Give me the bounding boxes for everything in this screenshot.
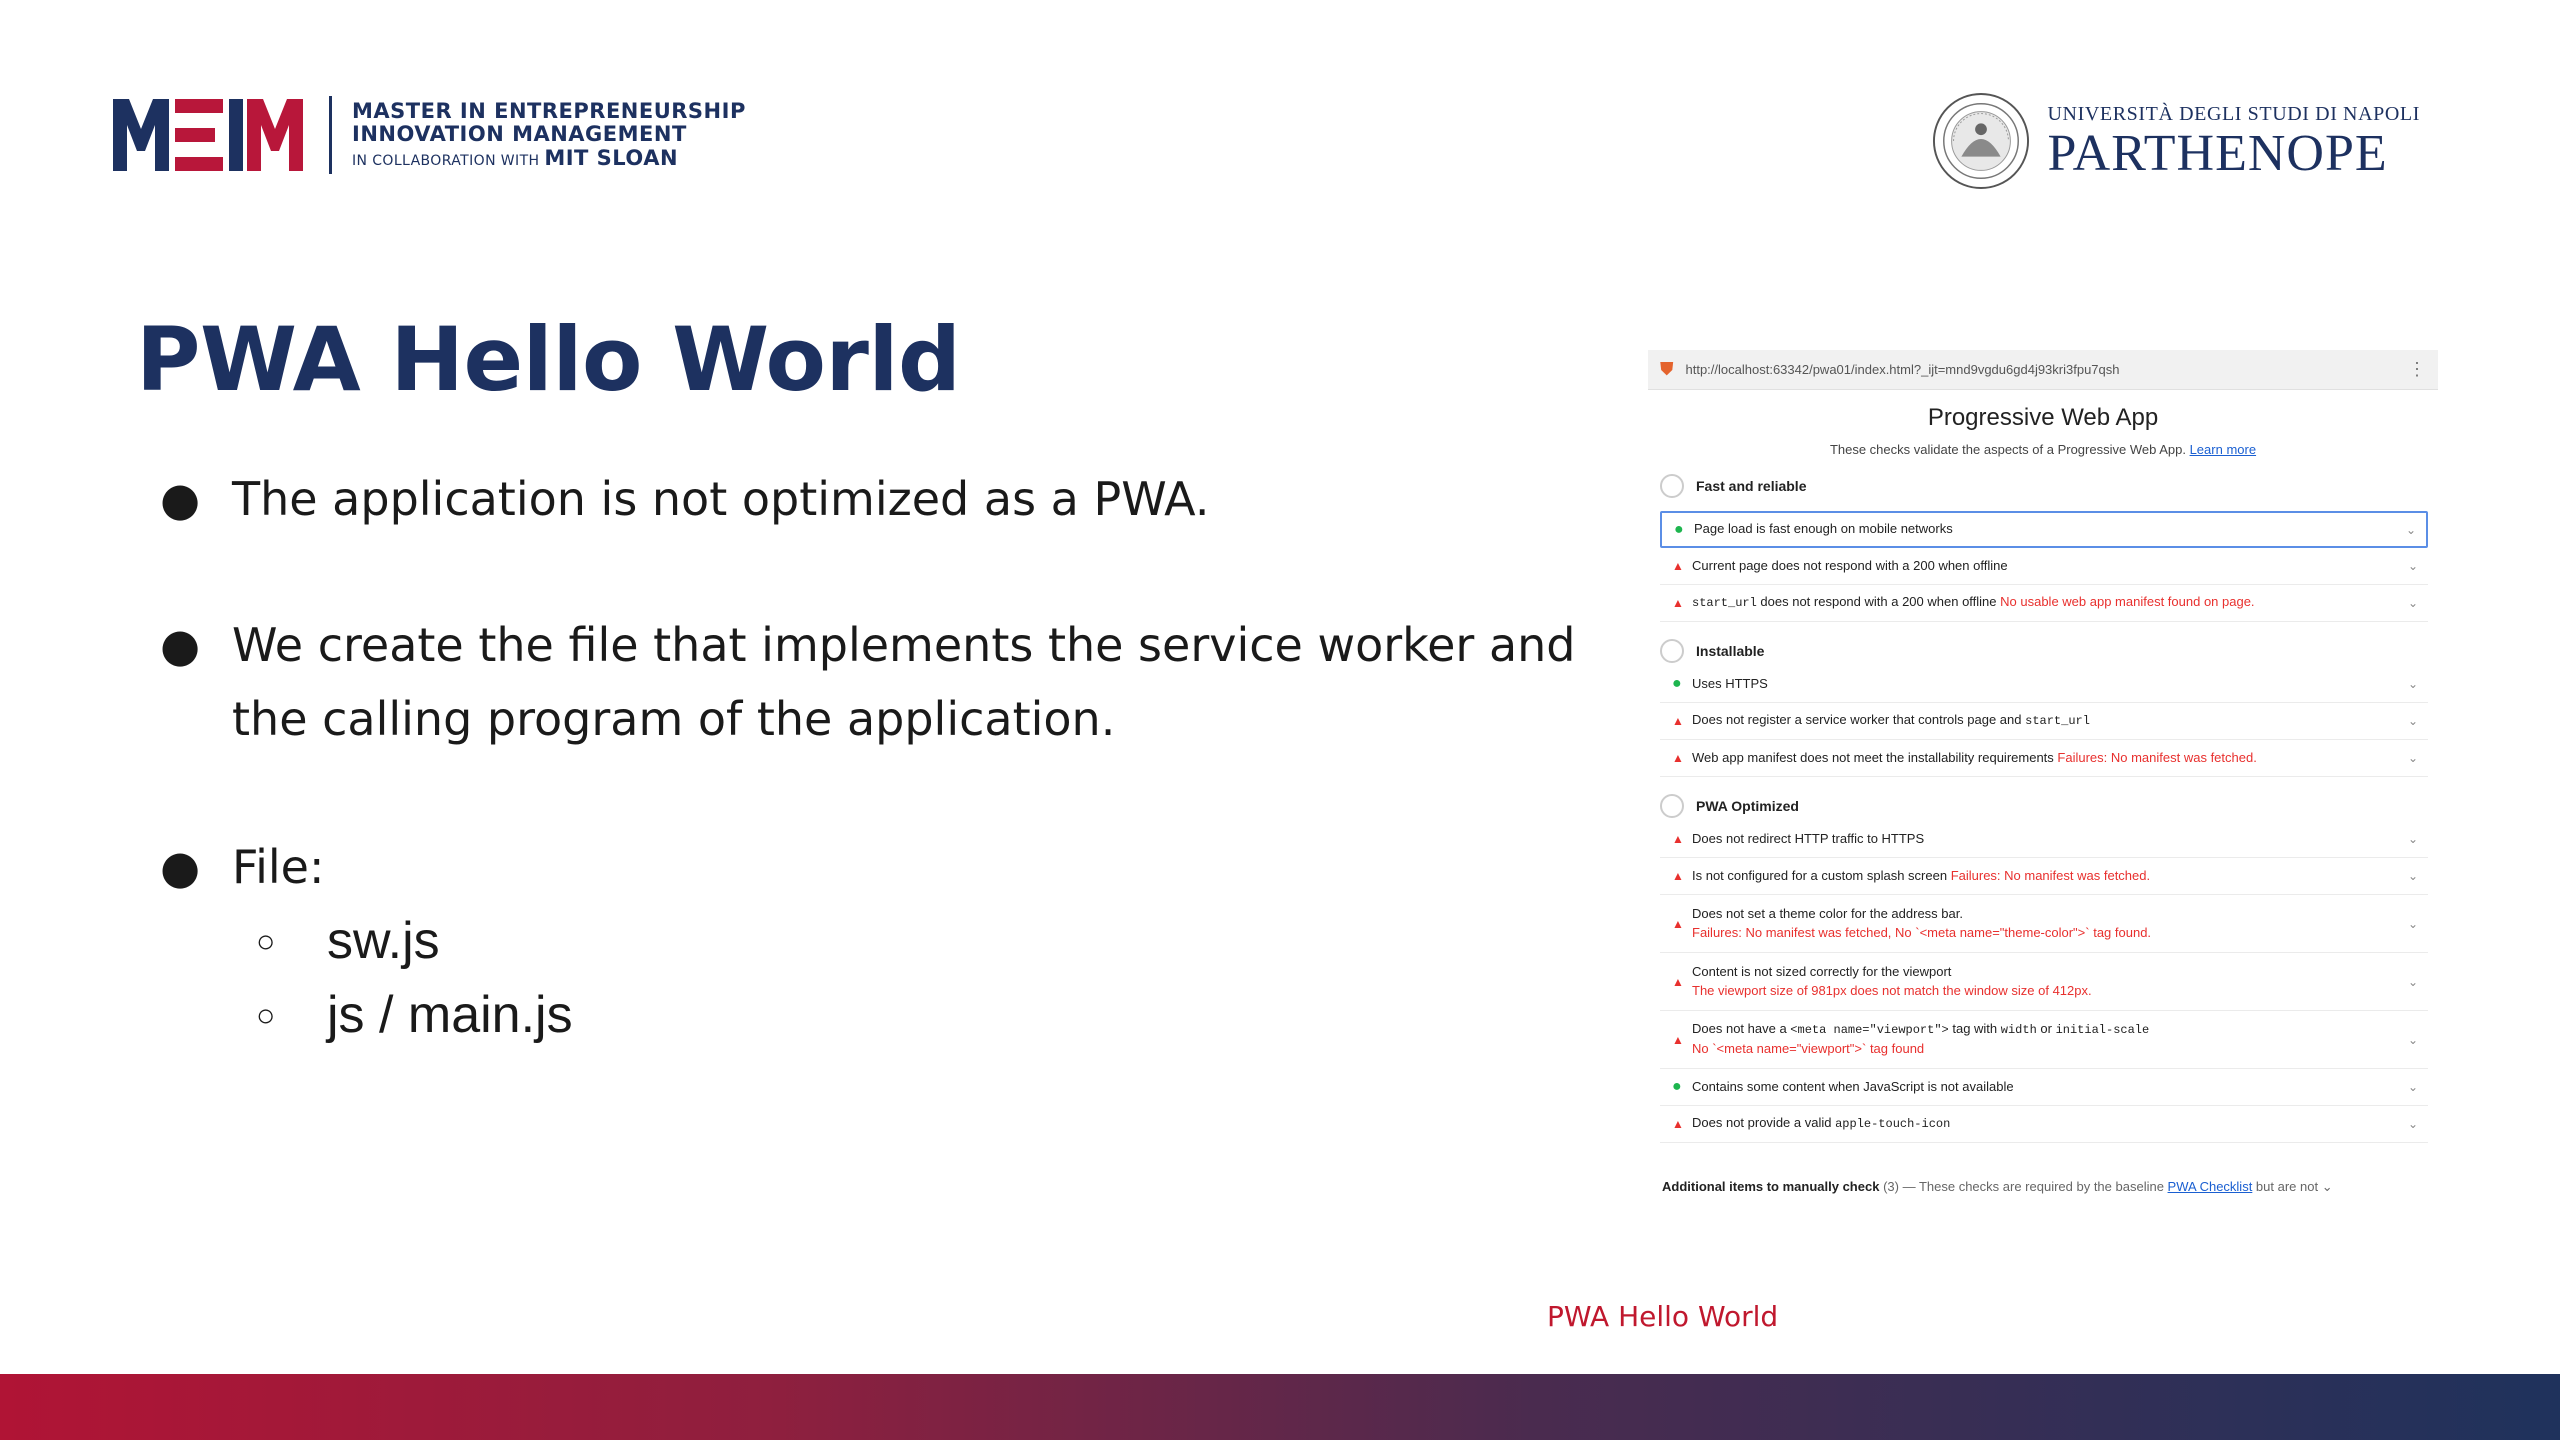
sub-bullet-item bbox=[160, 978, 1580, 1052]
chevron-down-icon: ⌄ bbox=[2407, 677, 2418, 691]
group-fast-reliable bbox=[1648, 471, 2438, 501]
pass-icon: ● bbox=[1672, 675, 1682, 692]
audit-text-part: Does not set a theme color for the address bar. bbox=[1692, 905, 1963, 921]
audit-row bbox=[1660, 953, 2428, 1011]
url-bar bbox=[1648, 350, 2438, 390]
chevron-down-icon: ⌄ bbox=[2407, 559, 2418, 573]
audit-text bbox=[1692, 749, 2402, 768]
pass-icon: ● bbox=[1672, 1078, 1682, 1095]
bullet-text: We create the file that implements the service worker and the calling program of the application. bbox=[232, 618, 1576, 746]
audit-text-part: tag with bbox=[1948, 1021, 2001, 1037]
kebab-menu-icon: ⋮ bbox=[2408, 359, 2426, 379]
audit-code: apple-touch-icon bbox=[1835, 1117, 1951, 1132]
audit-text bbox=[1692, 1020, 2402, 1058]
chevron-down-icon: ⌄ bbox=[2407, 596, 2418, 610]
meim-line-3-prefix: IN COLLABORATION WITH bbox=[352, 153, 540, 170]
audit-text-part: does not respond with a 200 when offline bbox=[1756, 594, 2001, 610]
audit-code: initial-scale bbox=[2055, 1023, 2150, 1038]
university-logo bbox=[1932, 92, 2421, 190]
bullet-item bbox=[160, 462, 1580, 536]
audit-text bbox=[1692, 1114, 2402, 1133]
university-name bbox=[2048, 103, 2421, 180]
learn-more-link: Learn more bbox=[2189, 442, 2257, 457]
chevron-down-icon: ⌄ bbox=[2407, 1080, 2418, 1094]
audit-text: Does not redirect HTTP traffic to HTTPS bbox=[1692, 830, 1925, 846]
manual-checks-footer bbox=[1660, 1179, 2428, 1195]
group-installable bbox=[1648, 636, 2438, 666]
fail-icon: ▲ bbox=[1672, 916, 1684, 931]
chevron-down-icon: ⌄ bbox=[2407, 714, 2418, 728]
pwa-checklist-link: PWA Checklist bbox=[2167, 1179, 2253, 1194]
chevron-down-icon: ⌄ bbox=[2407, 1117, 2418, 1131]
report-subtitle bbox=[1648, 442, 2438, 457]
pass-icon: ● bbox=[1674, 520, 1684, 538]
bullet-item bbox=[160, 830, 1580, 904]
audit-row bbox=[1660, 740, 2428, 777]
audit-text-part: or bbox=[2036, 1021, 2056, 1037]
audit-code: start_url bbox=[1692, 596, 1757, 611]
chevron-down-icon: ⌄ bbox=[2405, 522, 2416, 537]
audit-text bbox=[1692, 593, 2402, 612]
meim-text bbox=[352, 100, 746, 170]
audit-row bbox=[1660, 548, 2428, 585]
sub-bullet-circle: ○ bbox=[256, 923, 276, 959]
audit-text-part: Does not register a service worker that controls page and bbox=[1692, 712, 2026, 728]
report-title: Progressive Web App bbox=[1927, 404, 2159, 431]
audit-error: Failures: No manifest was fetched. bbox=[2057, 749, 2257, 765]
audit-text: Uses HTTPS bbox=[1692, 675, 1768, 691]
university-seal-icon bbox=[1932, 92, 2030, 190]
chevron-down-icon: ⌄ bbox=[2407, 916, 2418, 931]
group-label: Fast and reliable bbox=[1696, 478, 1807, 494]
audit-code: start_url bbox=[2025, 714, 2090, 729]
group-label: Installable bbox=[1696, 643, 1765, 659]
bullet-text: The application is not optimized as a PWA. bbox=[232, 472, 1210, 526]
slide-title: PWA Hello World bbox=[136, 308, 961, 411]
audit-text-part: Does not have a bbox=[1692, 1021, 1791, 1037]
audit-row bbox=[1660, 895, 2428, 953]
chevron-down-icon: ⌄ bbox=[2407, 974, 2418, 989]
audit-error: Failures: No manifest was fetched, No `<meta name="theme-color">` tag found. bbox=[1692, 924, 2152, 940]
audit-text: Contains some content when JavaScript is not available bbox=[1692, 1078, 2014, 1094]
group-label: PWA Optimized bbox=[1696, 798, 1799, 814]
manual-checks-tail: but are not bbox=[2252, 1179, 2319, 1194]
manual-checks-count: (3) bbox=[1879, 1179, 1903, 1194]
audit-code: <meta name="viewport"> bbox=[1790, 1023, 1949, 1038]
group-gauge-icon bbox=[1660, 794, 1684, 818]
audit-row bbox=[1660, 703, 2428, 740]
fail-icon: ▲ bbox=[1672, 714, 1684, 728]
meim-line-3-bold: MIT SLOAN bbox=[544, 146, 679, 171]
audit-text: Page load is fast enough on mobile networks bbox=[1694, 521, 1953, 537]
fail-icon: ▲ bbox=[1672, 1117, 1684, 1131]
audit-row bbox=[1660, 511, 2428, 548]
lighthouse-icon: ⛊ bbox=[1660, 359, 1674, 379]
audit-text-part: Web app manifest does not meet the installability requirements bbox=[1692, 749, 2058, 765]
fail-icon: ▲ bbox=[1672, 1032, 1684, 1047]
audit-text-part: Is not configured for a custom splash screen bbox=[1692, 867, 1951, 883]
audit-row bbox=[1660, 858, 2428, 895]
url-text: http://localhost:63342/pwa01/index.html?_ijt=mnd9vgdu6gd4j93kri3fpu7qsh bbox=[1685, 362, 2120, 377]
bullet-dot: ● bbox=[160, 472, 201, 526]
manual-checks-label: Additional items to manually check bbox=[1662, 1179, 1880, 1194]
audit-text: Current page does not respond with a 200 when offline bbox=[1692, 557, 2008, 573]
audit-error: No usable web app manifest found on page. bbox=[2000, 594, 2255, 610]
audit-text bbox=[1692, 905, 2402, 943]
university-name-big: PARTHENOPE bbox=[2047, 124, 2388, 182]
group-pwa-optimized bbox=[1648, 791, 2438, 821]
bullet-list bbox=[160, 462, 1580, 1052]
audit-row bbox=[1660, 821, 2428, 858]
audit-row bbox=[1660, 585, 2428, 622]
audit-row bbox=[1660, 1011, 2428, 1069]
sub-bullet-item bbox=[160, 904, 1580, 978]
chevron-down-icon: ⌄ bbox=[2407, 1032, 2418, 1047]
chevron-down-icon: ⌄ bbox=[2407, 832, 2418, 846]
university-name-small: UNIVERSITÀ DEGLI STUDI DI NAPOLI bbox=[2047, 102, 2420, 125]
chevron-down-icon: ⌄ bbox=[2407, 869, 2418, 883]
audit-text-part: Content is not sized correctly for the viewport bbox=[1692, 963, 1952, 979]
meim-line-1: MASTER IN ENTREPRENEURSHIP bbox=[352, 98, 746, 123]
chevron-down-icon: ⌄ bbox=[2407, 751, 2418, 765]
meim-line-2: INNOVATION MANAGEMENT bbox=[352, 121, 687, 146]
fail-icon: ▲ bbox=[1672, 596, 1684, 610]
audit-text-part: Does not provide a valid bbox=[1692, 1115, 1836, 1131]
meim-logo bbox=[113, 96, 746, 174]
report-subtitle-text: These checks validate the aspects of a Progressive Web App. bbox=[1829, 442, 2186, 457]
audit-error: Failures: No manifest was fetched. bbox=[1950, 867, 2151, 883]
fail-icon: ▲ bbox=[1672, 832, 1684, 846]
logo-divider bbox=[329, 96, 332, 174]
audit-code: width bbox=[2000, 1023, 2037, 1038]
lighthouse-report-image bbox=[1648, 350, 2438, 1250]
footer-gradient-bar bbox=[0, 1374, 2560, 1440]
file-name: js / main.js bbox=[327, 986, 573, 1044]
group-gauge-icon bbox=[1660, 639, 1684, 663]
group-gauge-icon bbox=[1660, 474, 1684, 498]
file-name: sw.js bbox=[327, 912, 440, 970]
audit-row bbox=[1660, 1106, 2428, 1143]
meim-line-3 bbox=[352, 147, 746, 170]
fail-icon: ▲ bbox=[1672, 559, 1684, 573]
audit-text bbox=[1692, 963, 2402, 1001]
fail-icon: ▲ bbox=[1672, 974, 1684, 989]
fail-icon: ▲ bbox=[1672, 869, 1684, 883]
bullet-item bbox=[160, 608, 1580, 756]
manual-checks-desc: — These checks are required by the baseline bbox=[1902, 1179, 2168, 1194]
meim-mark bbox=[113, 99, 303, 171]
audit-text bbox=[1692, 867, 2402, 886]
sub-bullet-circle: ○ bbox=[256, 997, 276, 1033]
audit-row bbox=[1660, 1069, 2428, 1106]
meim-wordmark-icon bbox=[113, 99, 303, 171]
chevron-down-icon: ⌄ bbox=[2321, 1179, 2333, 1194]
audit-text bbox=[1692, 711, 2402, 730]
bullet-dot: ● bbox=[160, 840, 201, 894]
fail-icon: ▲ bbox=[1672, 751, 1684, 765]
audit-row bbox=[1660, 666, 2428, 703]
audit-error: The viewport size of 981px does not match the window size of 412px. bbox=[1692, 982, 2092, 998]
audit-error: No `<meta name="viewport">` tag found bbox=[1692, 1040, 1925, 1056]
bullet-dot: ● bbox=[160, 618, 201, 672]
bullet-text: File: bbox=[232, 840, 325, 894]
image-caption: PWA Hello World bbox=[1547, 1300, 1779, 1333]
